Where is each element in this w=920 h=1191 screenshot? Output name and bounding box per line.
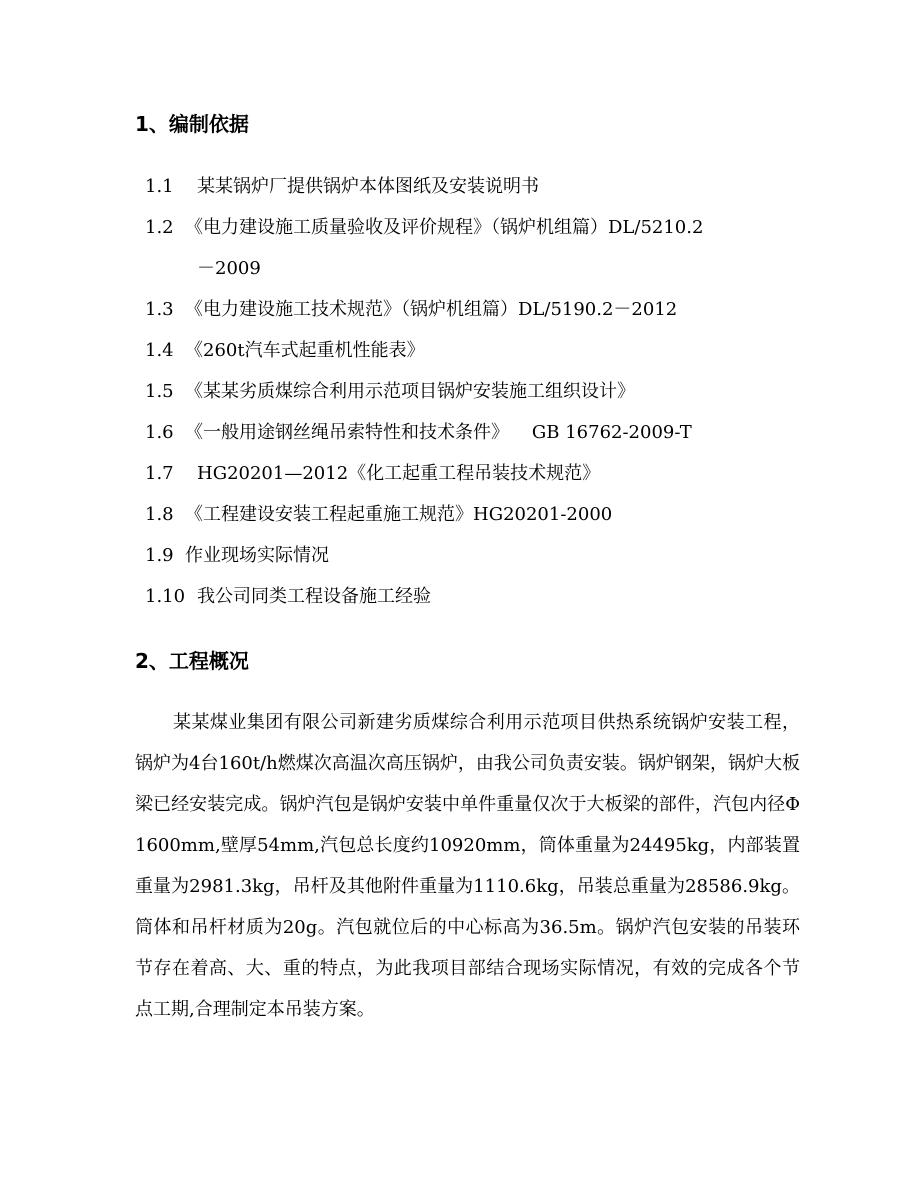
item-number: 1.5: [145, 381, 174, 402]
basis-item-10: [145, 583, 431, 611]
item-text: 《260t汽车式起重机性能表》: [185, 340, 425, 361]
item-number: 1.10: [145, 586, 186, 607]
item-number: 1.1: [145, 176, 174, 197]
item-text: 某某锅炉厂提供锅炉本体图纸及安装说明书: [197, 176, 539, 197]
item-text: 《电力建设施工质量验收及评价规程》（锅炉机组篇）DL/5210.2: [185, 217, 704, 238]
item-number: 1.9: [145, 545, 174, 566]
item-number: 1.2: [145, 217, 174, 238]
basis-item-7: [145, 460, 600, 488]
item-number: 1.8: [145, 504, 174, 525]
item-text: 《电力建设施工技术规范》（锅炉机组篇）DL/5190.2－2012: [185, 299, 678, 320]
basis-item-3: [145, 296, 677, 324]
basis-item-1: [145, 173, 539, 201]
item-text: 《一般用途钢丝绳吊索特性和技术条件》 GB 16762-2009-T: [185, 422, 692, 443]
item-number: 1.4: [145, 340, 174, 361]
item-text: 作业现场实际情况: [185, 545, 329, 566]
item-text: 我公司同类工程设备施工经验: [197, 586, 431, 607]
basis-item-4: [145, 337, 425, 365]
item-text: HG20201—2012《化工起重工程吊装技术规范》: [197, 463, 601, 484]
basis-item-9: [145, 542, 329, 570]
basis-item-2: [145, 214, 703, 242]
section-heading-basis: 1、编制依据: [135, 112, 249, 136]
basis-item-2-continuation: －2009: [197, 258, 261, 279]
item-text: 《工程建设安装工程起重施工规范》HG20201-2000: [185, 504, 613, 525]
item-text: 《某某劣质煤综合利用示范项目锅炉安装施工组织设计》: [185, 381, 635, 402]
basis-item-6: [145, 419, 692, 447]
overview-paragraph: 某某煤业集团有限公司新建劣质煤综合利用示范项目供热系统锅炉安装工程，锅炉为4台160t/h燃煤次高温次高压锅炉，由我公司负责安装。锅炉钢架，锅炉大板梁已经安装完成。锅炉汽包是锅炉安装中单件重量仅次于大板梁的部件，汽包内径Φ1600mm,壁厚54mm,汽包总长度约10920mm，筒体重量为24495kg，内部装置重量为2981.3kg，吊杆及其他附件重量为1110.6kg，吊装总重量为28586.9kg。筒体和吊杆材质为20g。汽包就位后的中心标高为36.5m。锅炉汽包安装的吊装环节存在着高、大、重的特点，为此我项目部结合现场实际情况，有效的完成各个节点工期,合理制定本吊装方案。: [135, 712, 800, 1020]
item-number: 1.6: [145, 422, 174, 443]
basis-item-5: [145, 378, 635, 406]
section-heading-overview: 2、工程概况: [135, 649, 249, 673]
item-number: 1.3: [145, 299, 174, 320]
item-number: 1.7: [145, 463, 174, 484]
basis-item-8: [145, 501, 612, 529]
